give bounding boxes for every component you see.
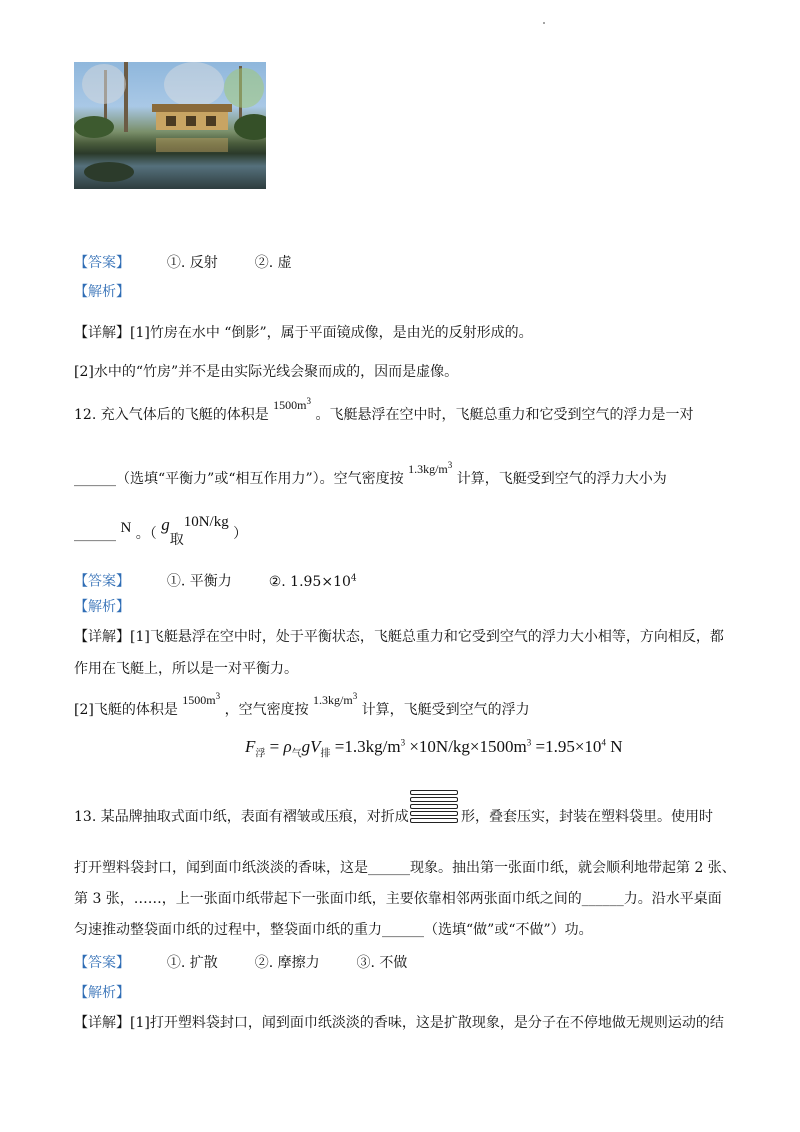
q12-stem-line-1 [74, 396, 694, 424]
bamboo-house-photo [74, 62, 266, 189]
q12-density: $1.3kg/m^3$ [408, 460, 453, 476]
q11-answer-line [74, 254, 292, 272]
q11-analysis-tag: 【解析】 [74, 284, 130, 300]
q12-detail-2a: [2]飞艇的体积是 [74, 702, 178, 718]
q12-detail-1b: 作用在飞艇上，所以是一对平衡力。 [74, 661, 298, 677]
q13-line-4: 匀速推动整袋面巾纸的过程中，整袋面巾纸的重力______（选填“做”或“不做”）功。 [74, 922, 593, 938]
q12-blank-2: ______ [74, 526, 116, 542]
detail-tag: 【详解】 [74, 325, 130, 341]
detail-tag: 【详解】 [74, 629, 130, 645]
q12-g-value: 10N/kg [183, 514, 229, 530]
q13-analysis-tag: 【解析】 [74, 985, 130, 1001]
answer-tag: 【答案】 [74, 955, 130, 971]
q11-detail-1 [74, 324, 533, 342]
q12-detail-2c: 计算，飞艇受到空气的浮力 [361, 702, 530, 718]
q12-detail-2 [74, 691, 530, 719]
q12-analysis-tag: 【解析】 [74, 599, 130, 615]
q13-answer-1: ①. 扩散 [166, 955, 218, 971]
q12-stem-line-3 [74, 514, 248, 548]
q12-stem-d: 计算，飞艇受到空气的浮力大小为 [456, 471, 667, 487]
q11-answer-2: ②. 虚 [254, 255, 292, 271]
q12-detail-density: $1.3kg/m^3$ [313, 691, 358, 707]
q12-unit-n: N [120, 520, 132, 536]
q12-detail-volume: $1500m^3$ [182, 691, 221, 707]
q13-answer-2: ②. 摩擦力 [254, 955, 320, 971]
q12-volume: $1500m^3$ [273, 396, 312, 412]
q12-answer-line [74, 569, 357, 591]
q11-detail-2: [2]水中的“竹房”并不是由实际光线会聚而成的，因而是虚像。 [74, 364, 459, 380]
q12-stem-a: 12. 充入气体后的飞艇的体积是 [74, 407, 269, 423]
q12-blank-1: ______ [74, 471, 116, 487]
q12-close-paren: ） [233, 526, 248, 542]
detail-tag: 【详解】 [74, 1015, 130, 1031]
q12-stem-line-2 [74, 460, 667, 488]
q13-line-2: 打开塑料袋封口，闻到面巾纸淡淡的香味，这是______现象。抽出第一张面巾纸，就会顺利地带起第 2 张、 [74, 860, 736, 876]
z-fold-tissue-icon [410, 788, 460, 828]
q13-answer-line [74, 954, 407, 972]
buoyancy-formula: $F_浮 = \rho_气gV_排 =1.3kg/m^3 \times 10N/kg\times 1500m^3 =1.95\times 10^4$ N [245, 737, 623, 760]
q12-stem-c: （选填“平衡力”或“相互作用力”）。空气密度按 [116, 471, 404, 487]
q12-answer-1: ①. 平衡力 [166, 573, 232, 590]
q11-detail-1-text: [1]竹房在水中 “倒影”，属于平面镜成像，是由光的反射形成的。 [130, 325, 533, 341]
q12-detail-1a [74, 628, 724, 646]
q12-detail-2b: ，空气密度按 [224, 702, 309, 718]
q13-stem-b: 形，叠套压实，封装在塑料袋里。使用时 [461, 809, 713, 825]
q13-line-3: 第 3 张，……，上一张面巾纸带起下一张面巾纸，主要依靠相邻两张面巾纸之间的______力。沿水平桌面 [74, 891, 722, 907]
q13-detail-1 [74, 1014, 724, 1032]
answer-tag: 【答案】 [74, 573, 130, 590]
q12-qu: 取 [169, 532, 184, 548]
q12-answer-2: ②. $1.95\times 10^4$ [268, 573, 357, 590]
q12-stem-e: 。（ [135, 526, 157, 542]
answer-tag: 【答案】 [74, 255, 130, 271]
q13-stem-a: 13. 某品牌抽取式面巾纸，表面有褶皱或压痕，对折成 [74, 809, 409, 825]
q13-answer-3: ③. 不做 [356, 955, 408, 971]
q12-detail-1a-text: [1]飞艇悬浮在空中时，处于平衡状态，飞艇总重力和它受到空气的浮力大小相等，方向相反，都 [130, 629, 724, 645]
q12-stem-b: 。飞艇悬浮在空中时，飞艇总重力和它受到空气的浮力是一对 [315, 407, 694, 423]
q13-detail-1-text: [1]打开塑料袋封口，闻到面巾纸淡淡的香味，这是扩散现象，是分子在不停地做无规则运动的结 [130, 1015, 724, 1031]
q12-g-symbol: g [161, 515, 170, 534]
q11-answer-1: ①. 反射 [166, 255, 218, 271]
page-speck [543, 22, 545, 24]
